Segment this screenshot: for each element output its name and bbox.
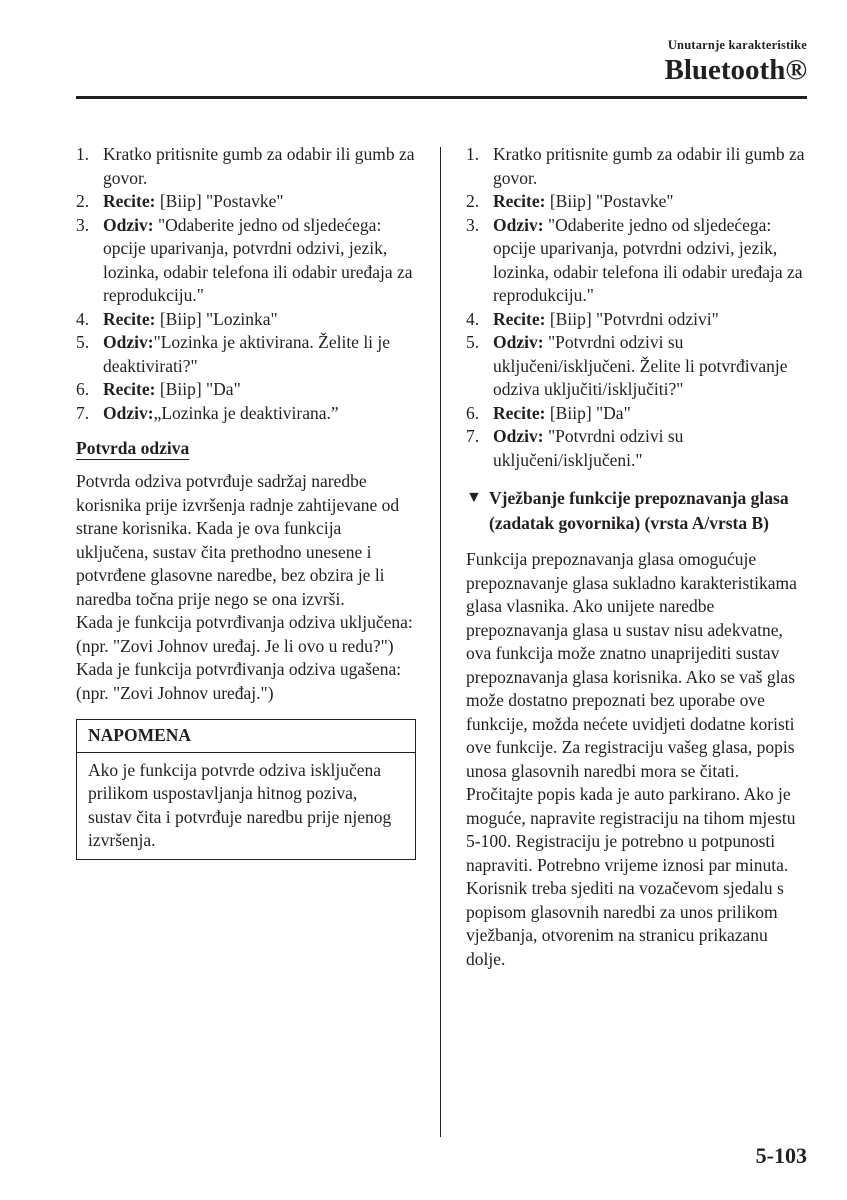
left-column <box>76 143 416 860</box>
list-item <box>76 308 416 332</box>
step-label: Recite: <box>493 402 546 423</box>
step-text: [Biip] "Postavke" <box>155 191 284 211</box>
section-heading-text: Vježbanje funkcije prepoznavanja glasa (zadatak govornika) (vrsta A/vrsta B) <box>489 488 789 533</box>
body-line: (npr. "Zovi Johnov uređaj.") <box>76 682 274 703</box>
step-label: Recite: <box>103 379 156 399</box>
section-heading <box>466 486 808 535</box>
subheading-potvrda-odziva: Potvrda odziva <box>76 438 190 458</box>
step-text: Kratko pritisnite gumb za odabir ili gumb za govor. <box>493 144 805 188</box>
step-text: "Odaberite jedno od sljedećega: opcije uparivanja, potvrdni odzivi, jezik, lozinka, odabir telefona ili odabir uređaja za reprodukciju." <box>103 214 413 305</box>
step-label: Odziv: <box>103 402 154 423</box>
page-number: 5-103 <box>755 1143 807 1168</box>
step-text: [Biip] "Potvrdni odzivi" <box>545 308 719 329</box>
body-line: (npr. "Zovi Johnov uređaj. Je li ovo u redu?") <box>76 635 394 656</box>
body-line: Kada je funkcija potvrđivanja odziva uključena: <box>76 612 413 632</box>
right-column <box>466 143 808 971</box>
step-label: Odziv: <box>493 214 544 235</box>
list-item <box>76 402 416 426</box>
column-divider <box>440 147 441 1137</box>
step-number: 7. <box>466 426 480 446</box>
step-label: Recite: <box>493 191 546 211</box>
section-title: Unutarnje karakteristike <box>667 38 807 52</box>
step-number: 6. <box>76 379 90 399</box>
step-number: 3. <box>466 214 480 235</box>
step-number: 5. <box>76 332 90 352</box>
body-paragraph: Potvrda odziva potvrđuje sadržaj naredbe korisnika prije izvršenja radnje zahtijevane od strane korisnika. Kada je ova funkcija uključena, sustav čita prethodno unesene i potvrđene glasovne naredbe, bez obzira je li naredba točna prije nego se ona izvrši. <box>76 471 400 609</box>
list-item <box>76 214 416 308</box>
step-number: 7. <box>76 402 90 423</box>
step-text: "Lozinka je aktivirana. Želite li je deaktivirati?" <box>103 332 391 376</box>
note-body: Ako je funkcija potvrde odziva isključena prilikom uspostavljanja hitnog poziva, sustav čita i potvrđuje naredbu prije njenog izvršenja. <box>88 759 392 850</box>
triangle-down-icon: ▼ <box>466 489 482 506</box>
list-item <box>466 143 808 190</box>
list-item <box>466 308 808 332</box>
page-title: Bluetooth® <box>664 54 807 86</box>
step-label: Recite: <box>493 308 546 329</box>
body-line: Kada je funkcija potvrđivanja odziva ugašena: <box>76 659 402 679</box>
step-label: Recite: <box>103 191 156 211</box>
header-rule <box>76 96 807 99</box>
right-steps-list <box>466 143 808 472</box>
list-item <box>466 214 808 308</box>
step-number: 6. <box>466 402 480 423</box>
step-number: 2. <box>76 191 90 211</box>
step-text: "Potvrdni odzivi su uključeni/isključeni. Želite li potvrđivanje odziva uključiti/isključiti?" <box>493 332 788 399</box>
step-text: Kratko pritisnite gumb za odabir ili gumb za govor. <box>103 144 415 188</box>
note-box <box>76 719 416 860</box>
step-text: "Potvrdni odzivi su uključeni/isključeni." <box>493 426 684 470</box>
note-title: NAPOMENA <box>77 720 415 753</box>
step-number: 1. <box>466 144 480 164</box>
step-text: [Biip] "Postavke" <box>545 191 674 211</box>
step-text: [Biip] "Da" <box>545 402 631 423</box>
step-number: 5. <box>466 332 480 352</box>
left-steps-list <box>76 143 416 425</box>
list-item <box>466 331 808 402</box>
step-label: Odziv: <box>493 332 544 352</box>
step-text: [Biip] "Lozinka" <box>155 308 278 329</box>
step-number: 1. <box>76 144 90 164</box>
list-item <box>76 378 416 402</box>
list-item <box>466 190 808 214</box>
step-label: Odziv: <box>103 214 154 235</box>
step-number: 4. <box>76 308 90 329</box>
step-number: 2. <box>466 191 480 211</box>
step-text: „Lozinka je deaktivirana.” <box>153 402 339 423</box>
step-number: 3. <box>76 214 90 235</box>
body-paragraph: Funkcija prepoznavanja glasa omogućuje prepoznavanje glasa sukladno karakteristikama glasa vlasnika. Ako unijete naredbe prepoznavanja glasa u sustav nisu adekvatne, ova funkcija može znatno unaprijediti sustav prepoznavanja glasa korisnika. Ako se vaš glas može dostatno prepoznati bez uporabe ove funkcije, možda nećete uvidjeti dodatne koristi ove funkcije. Za registraciju vašeg glasa, popis unosa glasovnih naredbi mora se čitati. Pročitajte popis kada je auto parkirano. Ako je moguće, napravite registraciju na tihom mjestu 5-100. Registraciju je potrebno u potpunosti napraviti. Potrebno vrijeme iznosi par minuta. Korisnik treba sjediti na vozačevom sjedalu s popisom glasovnih naredbi za unos prilikom vježbanja, otvorenim na stranicu prikazanu dolje. <box>466 549 797 969</box>
list-item <box>466 425 808 472</box>
step-text: "Odaberite jedno od sljedećega: opcije uparivanja, potvrdni odzivi, jezik, lozinka, odabir telefona ili odabir uređaja za reprodukciju." <box>493 214 803 305</box>
step-number: 4. <box>466 308 480 329</box>
list-item <box>466 402 808 426</box>
list-item <box>76 331 416 378</box>
step-label: Odziv: <box>493 426 544 446</box>
step-label: Odziv: <box>103 332 154 352</box>
list-item <box>76 190 416 214</box>
step-text: [Biip] "Da" <box>155 379 241 399</box>
list-item <box>76 143 416 190</box>
step-label: Recite: <box>103 308 156 329</box>
